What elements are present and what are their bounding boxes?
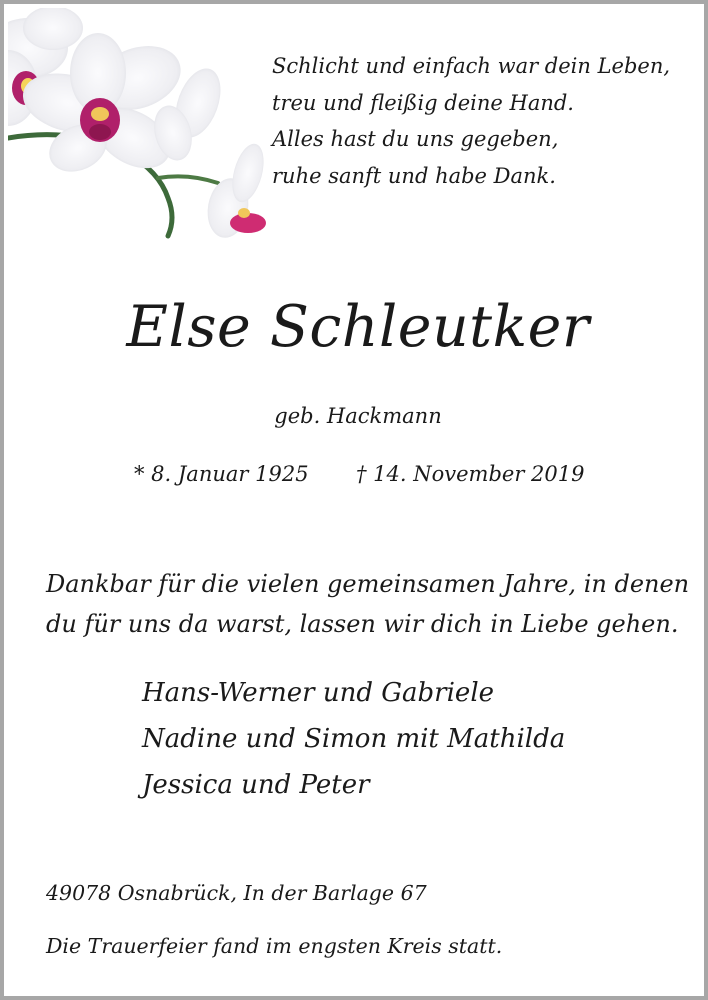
poem — [272, 48, 692, 194]
gratitude-line: Dankbar für die vielen gemeinsamen Jahre, in denen — [46, 570, 690, 598]
orchid-flower-icon — [8, 8, 268, 248]
mourners-list — [142, 670, 682, 808]
gratitude-line: du für uns da warst, lassen wir dich in Liebe gehen. — [46, 610, 679, 638]
deceased-name: Else Schleutker — [126, 294, 590, 360]
address: 49078 Osnabrück, In der Barlage 67 — [46, 881, 427, 905]
maiden-name: geb. Hackmann — [274, 404, 442, 428]
mourner-line: Jessica und Peter — [142, 770, 370, 800]
poem-line: Alles hast du uns gegeben, — [272, 127, 559, 151]
funeral-note: Die Trauerfeier fand im engsten Kreis statt. — [46, 934, 503, 958]
birth-date: * 8. Januar 1925 — [134, 462, 309, 486]
mourner-line: Nadine und Simon mit Mathilda — [142, 724, 566, 754]
poem-line: treu und fleißig deine Hand. — [272, 90, 574, 115]
gratitude-text — [46, 564, 690, 644]
poem-line: Schlicht und einfach war dein Leben, — [272, 54, 671, 78]
poem-line: ruhe sanft und habe Dank. — [272, 163, 556, 188]
death-date: † 14. November 2019 — [356, 462, 585, 486]
mourner-line: Hans-Werner und Gabriele — [142, 678, 495, 708]
